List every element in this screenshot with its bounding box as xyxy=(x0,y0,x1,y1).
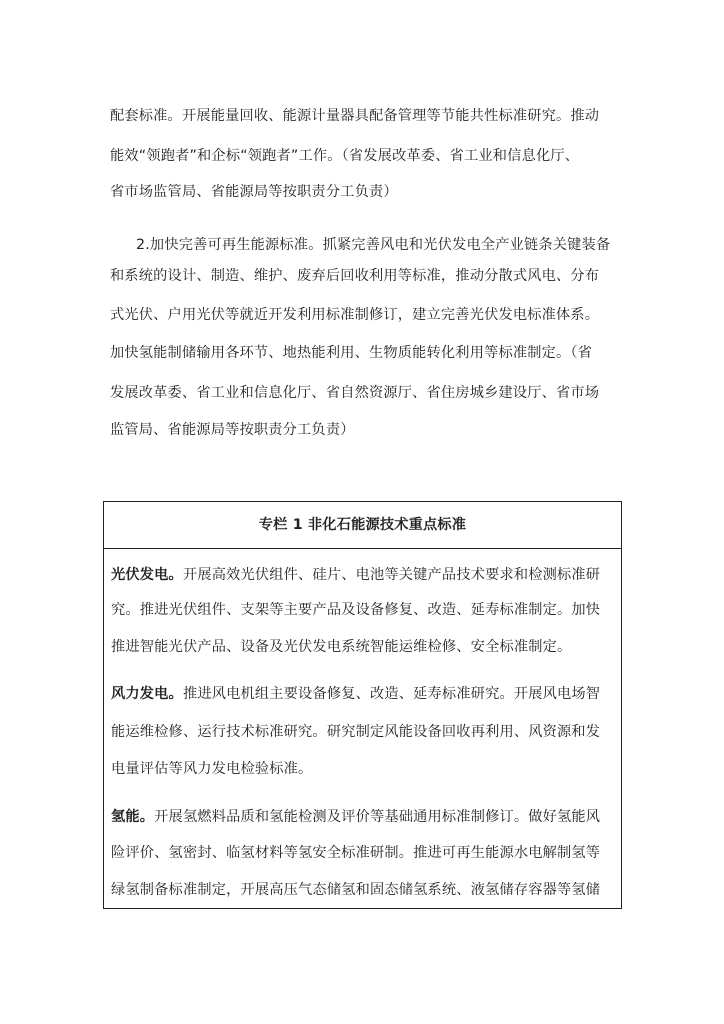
paragraph-line: 监管局、省能源局等按职责分工负责） xyxy=(110,422,355,438)
wind-line-1 xyxy=(111,684,600,704)
solar-line-1 xyxy=(111,565,600,585)
solar-line-2: 究。推进光伏组件、支架等主要产品及设备修复、改造、延寿标准制定。加快 xyxy=(111,602,601,618)
paragraph-line: 发展改革委、省工业和信息化厅、省自然资源厅、省住房城乡建设厅、省市场 xyxy=(110,385,600,401)
solar-text: 开展高效光伏组件、硅片、电池等关键产品技术要求和检测标准研 xyxy=(182,567,601,583)
paragraph-line: 和系统的设计、制造、维护、废弃后回收利用等标准，推动分散式风电、分布 xyxy=(110,268,600,284)
solar-line-3: 推进智能光伏产品、设备及光伏发电系统智能运维检修、安全标准制定。 xyxy=(111,639,572,655)
paragraph-line: 配套标准。开展能量回收、能源计量器具配备管理等节能共性标准研究。推动 xyxy=(110,108,600,124)
box-title: 专栏 1 非化石能源技术重点标准 xyxy=(104,502,621,549)
feature-box xyxy=(103,501,622,909)
hydrogen-lead: 氢能。 xyxy=(111,809,155,825)
wind-line-2: 能运维检修、运行技术标准研究。研究制定风能设备回收再利用、风资源和发 xyxy=(111,724,601,740)
paragraph-line: 加快氢能制储输用各环节、地热能利用、生物质能转化利用等标准制定。（省 xyxy=(110,345,593,361)
paragraph-line: 省市场监管局、省能源局等按职责分工负责） xyxy=(110,184,398,200)
hydrogen-text: 开展氢燃料品质和氢能检测及评价等基础通用标准制修订。做好氢能风 xyxy=(154,809,601,825)
paragraph-line: 能效“领跑者”和企标“领跑者”工作。（省发展改革委、省工业和信息化厅、 xyxy=(110,148,580,164)
hydrogen-line-2: 险评价、氢密封、临氢材料等氢安全标准研制。推进可再生能源水电解制氢等 xyxy=(111,845,601,861)
solar-lead: 光伏发电。 xyxy=(111,567,183,583)
hydrogen-line-1 xyxy=(111,807,600,827)
wind-lead: 风力发电。 xyxy=(111,686,183,702)
hydrogen-line-3: 绿氢制备标准制定，开展高压气态储氢和固态储氢系统、液氢储存容器等氢储 xyxy=(111,882,601,898)
wind-line-3: 电量评估等风力发电检验标准。 xyxy=(111,761,313,777)
paragraph-line: 2.加快完善可再生能源标准。抓紧完善风电和光伏发电全产业链条关键装备 xyxy=(136,237,611,253)
paragraph-line: 式光伏、户用光伏等就近开发利用标准制修订，建立完善光伏发电标准体系。 xyxy=(110,307,600,323)
wind-text: 推进风电机组主要设备修复、改造、延寿标准研究。开展风电场智 xyxy=(182,686,601,702)
